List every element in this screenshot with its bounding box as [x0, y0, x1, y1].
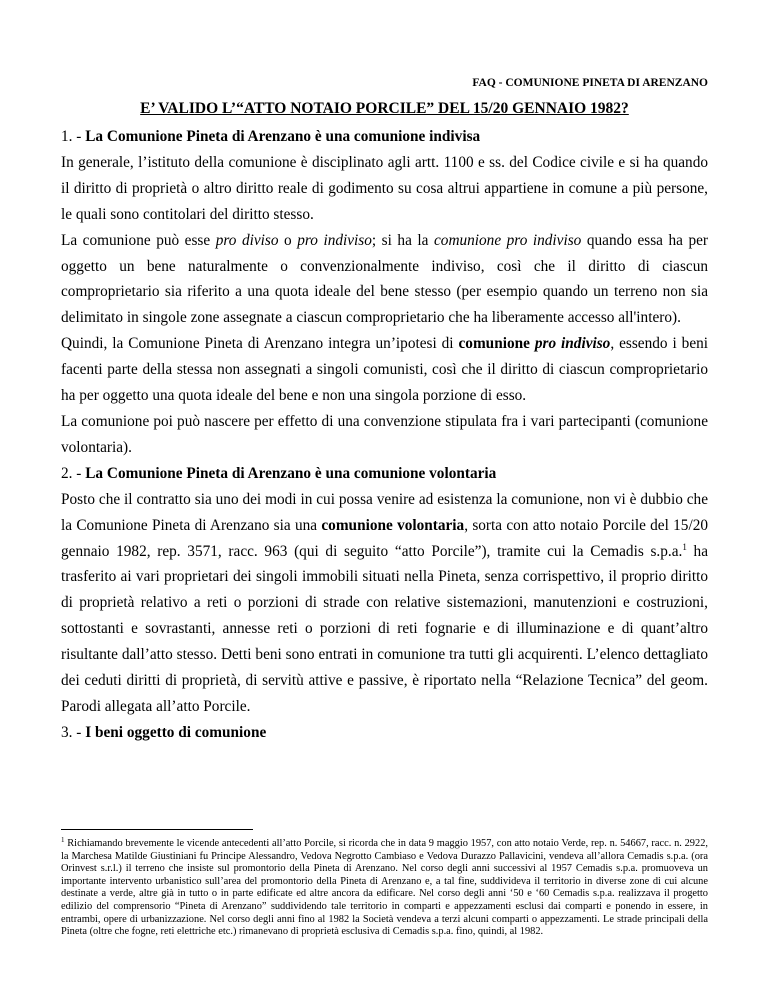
text-run: Quindi, la Comunione Pineta di Arenzano integra un’ipotesi di [61, 335, 459, 353]
document-title: E’ VALIDO L’“ATTO NOTAIO PORCILE” DEL 15/20 GENNAIO 1982? [140, 100, 629, 117]
section-title: La Comunione Pineta di Arenzano è una comunione indivisa [85, 128, 481, 145]
paragraph: In generale, l’istituto della comunione è disciplinato agli artt. 1100 e ss. del Codice civile e si ha quando il diritto di proprietà o altro diritto reale di godimento su cosa altrui appartiene in comune a più persone, le quali sono contitolari del diritto stesso. [61, 153, 708, 223]
text-run: ha trasferito ai vari proprietari dei singoli immobili situati nella Pineta, senza corrispettivo, il proprio diritto di proprietà relativo a reti o porzioni di strade con relative sistemazioni, manutenzioni e costruzioni, sottostanti e sovrastanti, annesse reti o porzioni di reti fognarie e di illuminazione e di quant’altro risultante dall’atto stesso. Detti beni sono entrati in comunione tra tutti gli acquirenti. L’elenco dettagliato dei ceduti diritti di proprietà, di servitù attive e passive, è riportato nella “Relazione Tecnica” del geom. Parodi allegata all’atto Porcile. [61, 542, 708, 715]
emphasis: pro diviso [215, 231, 279, 249]
bold-emphasis: pro indiviso [534, 335, 611, 353]
text-run: La comunione può esse [61, 231, 216, 249]
section-title: I beni oggetto di comunione [85, 723, 267, 741]
paragraph [61, 228, 708, 332]
section-number: 2. - [61, 464, 86, 482]
text-run: o [278, 231, 298, 249]
emphasis: pro indiviso [297, 231, 372, 249]
text-run: , sorta con atto notaio Porcile del 15/20 gennaio 1982, rep. 3571, racc. 963 (qui di seguito “atto Porcile”), tramite cui la Cemadis s.p.a. [61, 516, 708, 560]
bold-text: comunione volontaria [321, 516, 465, 534]
footnote-mark: 1 [61, 836, 65, 844]
emphasis: comunione pro indiviso [434, 231, 582, 249]
footnote [61, 838, 708, 939]
bold-text: comunione [458, 335, 535, 353]
footnote-reference[interactable]: 1 [682, 541, 687, 552]
paragraph [61, 487, 708, 720]
section-3-heading [61, 720, 708, 746]
footnote-text: Richiamando brevemente le vicende antecedenti all’atto Porcile, si ricorda che in data 9 maggio 1957, con atto notaio Verde, rep. n. 54667, racc. n. 2922, la Marchesa Matilde Giustiniani fu Principe Alessandro, Vedova Negrotto Cambiaso e Vedova Durazzo Pallavicini, vendeva all’allora Cemadis s.p.a. (ora Orinvest s.r.l.) il terreno che insiste sul promontorio della Pineta di Arenzano. Nel corso degli anni successivi al 1957 Cemadis s.p.a. promuoveva un importante intervento urbanistico sull’area del promontorio della Pineta di Arenzano e, a tal fine, suddivideva il territorio in diverse zone di cui alcune destinate a verde, altre già in tutto o in parte edificate ed altre ancora da edificare. Nel corso degli anni ‘50 e ‘60 Cemadis s.p.a. realizzava il progetto edilizio del comprensorio “Pineta di Arenzano” suddividendo tale territorio in comparti e appezzamenti esclusi dai comparti e ponendo in essere, in entrambi, opere di urbanizzazione. Nel corso degli anni fino al 1982 la Società vendeva a terzi alcuni comparti o appezzamenti. Le strade principali della Pineta (oltre che fogne, reti elettriche etc.) rimanevano di proprietà esclusiva di Cemadis s.p.a. fino, quindi, al 1982. [61, 838, 708, 938]
text-run: quando essa ha per oggetto un bene naturalmente o convenzionalmente indiviso, così che il diritto di ciascun comproprietario sia riferito a una quota ideale del bene stesso (per esempio quando un terreno non sia delimitato in singole zone assegnate a ciascun comproprietario che ha liberamente accesso all'intero). [61, 231, 708, 327]
section-number: 3. - [61, 723, 86, 741]
text-run: Posto che il contratto sia uno dei modi in cui possa venire ad esistenza la comunione, non vi è dubbio che la Comunione Pineta di Arenzano sia una [61, 490, 708, 534]
footnote-separator [61, 829, 253, 830]
paragraph [61, 331, 708, 409]
section-1-heading [61, 124, 708, 150]
paragraph: La comunione poi può nascere per effetto di una convenzione stipulata fra i vari partecipanti (comunione volontaria). [61, 412, 708, 456]
section-number: 1. - [61, 128, 86, 145]
section-2-heading [61, 461, 708, 487]
running-header: FAQ - COMUNIONE PINETA DI ARENZANO [472, 77, 708, 89]
section-title: La Comunione Pineta di Arenzano è una comunione volontaria [85, 464, 497, 482]
text-run: , essendo i beni facenti parte della stessa non assegnati a singoli comunisti, così che il diritto di ciascun comproprietario ha per oggetto una quota ideale del bene e non una singola porzione di esso. [61, 335, 709, 405]
text-run: ; si ha la [371, 231, 434, 249]
